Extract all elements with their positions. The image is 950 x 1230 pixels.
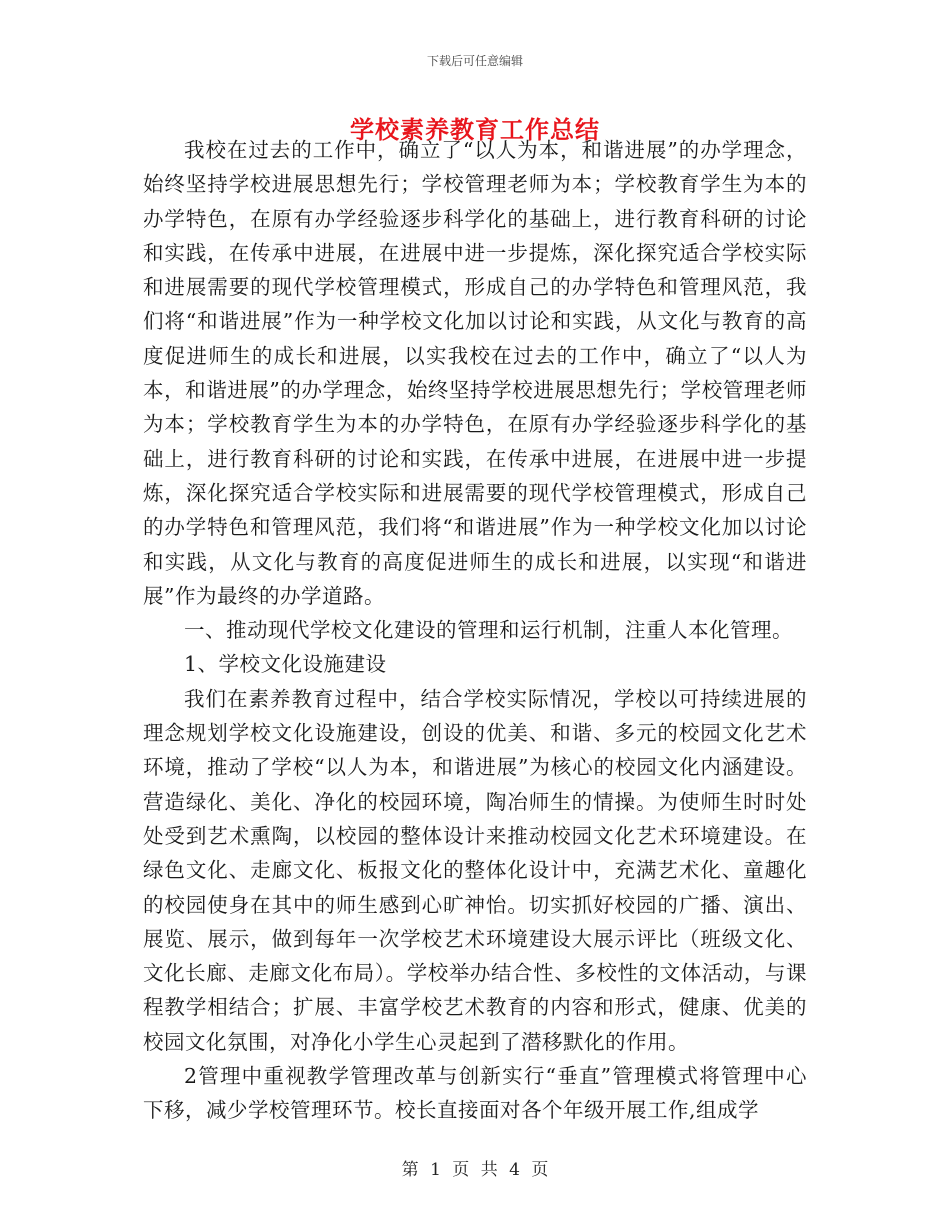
body-paragraph: 2管理中重视教学管理改革与创新实行“垂直”管理模式将管理中心下移，减少学校管理环节。校长直接面对各个年级开展工作,组成学 <box>143 1064 807 1123</box>
document-title: 学校素养教育工作总结 <box>350 115 600 144</box>
body-paragraph: 我校在过去的工作中，确立了“以人为本，和谐进展”的办学理念，始终坚持学校进展思想先行；学校管理老师为本；学校教育学生为本的办学特色，在原有办学经验逐步科学化的基础上，进行教育科研的讨论和实践，在传承中进展，在进展中进一步提炼，深化探究适合学校实际和进展需要的现代学校管理模式，形成自己的办学特色和管理风范，我们将“和谐进展”作为一种学校文化加以讨论和实践，从文化与教育的高度促进师生的成长和进展，以实我校在过去的工作中，确立了“以人为本，和谐进展”的办学理念，始终坚持学校进展思想先行；学校管理老师为本；学校教育学生为本的办学特色，在原有办学经验逐步科学化的基础上，进行教育科研的讨论和实践，在传承中进展，在进展中进一步提炼，深化探究适合学校实际和进展需要的现代学校管理模式，形成自己的办学特色和管理风范，我们将“和谐进展”作为一种学校文化加以讨论和实践，从文化与教育的高度促进师生的成长和进展，以实现“和谐进展”作为最终的办学道路。 <box>143 138 807 608</box>
body-paragraph: 我们在素养教育过程中，结合学校实际情况，学校以可持续进展的理念规划学校文化设施建设，创设的优美、和谐、多元的校园文化艺术环境，推动了学校“以人为本，和谐进展”为核心的校园文化内涵建设。营造绿化、美化、净化的校园环境，陶冶师生的情操。为使师生时时处处受到艺术熏陶，以校园的整体设计来推动校园文化艺术环境建设。在绿色文化、走廊文化、板报文化的整体化设计中，充满艺术化、童趣化的校园使身在其中的师生感到心旷神怡。切实抓好校园的广播、演出、展览、展示，做到每年一次学校艺术环境建设大展示评比（班级文化、文化长廊、走廊文化布局）。学校举办结合性、多校性的文体活动，与课程教学相结合；扩展、丰富学校艺术教育的内容和形式，健康、优美的校园文化氛围，对净化小学生心灵起到了潜移默化的作用。 <box>143 686 807 1054</box>
page-number: 第 1 页 共 4 页 <box>401 1160 549 1180</box>
header-note: 下载后可任意编辑 <box>426 54 523 68</box>
subsection-heading: 1、学校文化设施建设 <box>184 652 387 677</box>
document-body <box>143 133 807 1128</box>
section-heading: 一、推动现代学校文化建设的管理和运行机制，注重人本化管理。 <box>184 618 793 643</box>
